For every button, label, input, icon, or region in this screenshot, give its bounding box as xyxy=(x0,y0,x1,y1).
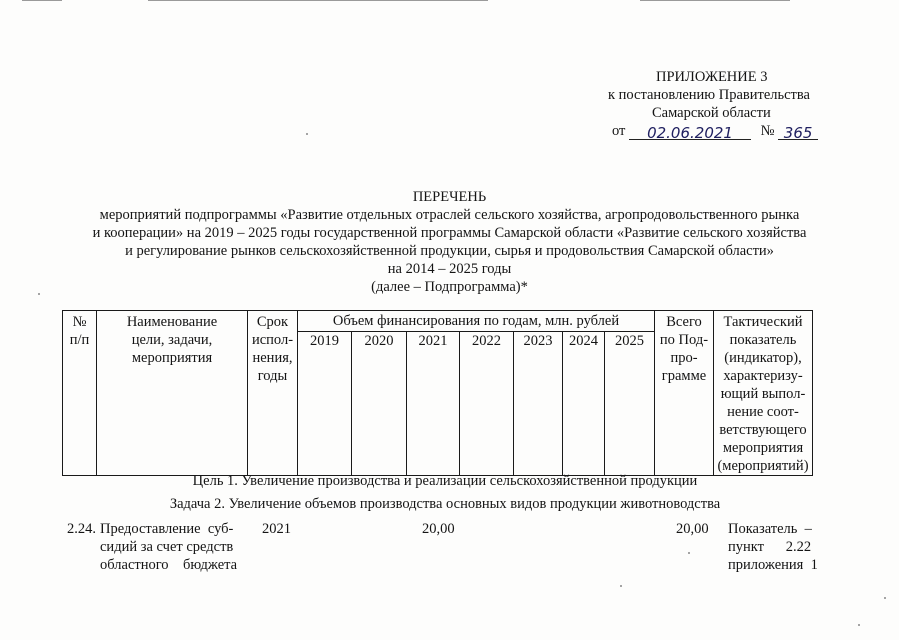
appendix-region-line: Самарской области xyxy=(652,105,771,121)
header-text: годы xyxy=(257,368,288,384)
col-term-header xyxy=(248,311,298,476)
header-text: нение соот- xyxy=(727,404,799,420)
scan-speck xyxy=(884,597,886,599)
header-text: Срок xyxy=(256,314,289,330)
header-text: характеризу- xyxy=(723,368,803,384)
row-indicator xyxy=(728,520,824,574)
row-name-line: сидий за счет средств xyxy=(100,539,234,555)
from-label: от xyxy=(612,123,626,139)
year-header-2021: 2021 xyxy=(407,331,460,475)
header-text: нения, xyxy=(252,350,293,366)
row-number: 2.24. xyxy=(67,521,96,537)
row-total: 20,00 xyxy=(676,521,709,537)
appendix-decree-line: к постановлению Правительства xyxy=(608,87,810,103)
funding-table-header xyxy=(62,310,813,476)
col-funding-header: Объем финансирования по годам, млн. рублей xyxy=(298,311,655,332)
header-text: мероприятия xyxy=(722,440,804,456)
year-header-2024: 2024 xyxy=(563,331,605,475)
task-line: Задача 2. Увеличение объемов производства основных видов продукции животноводства xyxy=(169,496,721,512)
decree-number: 365 xyxy=(778,124,818,140)
row-amount-2021: 20,00 xyxy=(422,521,455,537)
appendix-date-line xyxy=(612,122,818,140)
goal-line: Цель 1. Увеличение производства и реализации сельскохозяйственной продукции xyxy=(192,473,698,489)
row-indicator-line: Показатель – xyxy=(728,521,812,537)
scan-edge-line xyxy=(148,0,488,1)
appendix-title: ПРИЛОЖЕНИЕ 3 xyxy=(656,69,768,85)
header-text: (индикатор), xyxy=(724,350,802,366)
header-text: Всего xyxy=(666,314,702,330)
col-name-header xyxy=(97,311,248,476)
header-text: мероприятия xyxy=(131,350,213,366)
header-text: ветствующего xyxy=(719,422,807,438)
row-indicator-line: приложения 1 xyxy=(728,557,818,573)
header-text: № xyxy=(72,314,87,330)
scan-speck xyxy=(306,133,308,135)
header-text: испол- xyxy=(251,332,294,348)
scan-edge-line xyxy=(22,0,62,1)
row-indicator-line: пункт 2.22 xyxy=(728,539,812,555)
scan-edge-line xyxy=(640,0,790,1)
heading-line-1: мероприятий подпрограммы «Развитие отдельных отраслей сельского хозяйства, агропродовольственного рынка xyxy=(99,207,800,223)
header-text: грамме xyxy=(661,368,707,384)
year-header-2020: 2020 xyxy=(352,331,407,475)
heading-line-3: и регулирование рынков сельскохозяйственной продукции, сырья и продовольствия Самарской области» xyxy=(125,243,774,259)
number-label: № xyxy=(760,123,775,139)
row-name xyxy=(100,520,247,574)
heading-line-2: и кооперации» на 2019 – 2025 годы государственной программы Самарской области «Развитие сельского хозяйства xyxy=(92,225,807,241)
header-text: Наименование xyxy=(126,314,218,330)
header-text: цели, задачи, xyxy=(131,332,213,348)
row-name-line: Предоставление суб- xyxy=(100,521,234,537)
scan-speck xyxy=(858,624,860,626)
year-header-2022: 2022 xyxy=(460,331,514,475)
header-text: Тактический xyxy=(723,314,803,330)
header-text: ющий выпол- xyxy=(720,386,806,402)
year-header-2023: 2023 xyxy=(514,331,563,475)
scan-speck xyxy=(688,552,690,554)
col-num-header xyxy=(63,311,97,476)
header-text: показатель xyxy=(729,332,797,348)
header-text: про- xyxy=(670,350,698,366)
row-name-line: областного бюджета xyxy=(100,557,238,573)
document-title: ПЕРЕЧЕНЬ xyxy=(412,189,487,205)
scan-speck xyxy=(620,585,622,587)
decree-date: 02.06.2021 xyxy=(629,124,751,140)
heading-line-5: (далее – Подпрограмма)* xyxy=(371,279,528,295)
heading-line-4: на 2014 – 2025 годы xyxy=(387,261,512,277)
row-term: 2021 xyxy=(262,521,291,537)
col-indicator-header xyxy=(714,311,813,476)
header-text: по Под- xyxy=(659,332,709,348)
header-text: п/п xyxy=(69,332,90,348)
year-header-2025: 2025 xyxy=(605,331,655,475)
header-text: (мероприятий) xyxy=(717,458,809,474)
year-header-2019: 2019 xyxy=(298,331,352,475)
col-total-header xyxy=(655,311,714,476)
